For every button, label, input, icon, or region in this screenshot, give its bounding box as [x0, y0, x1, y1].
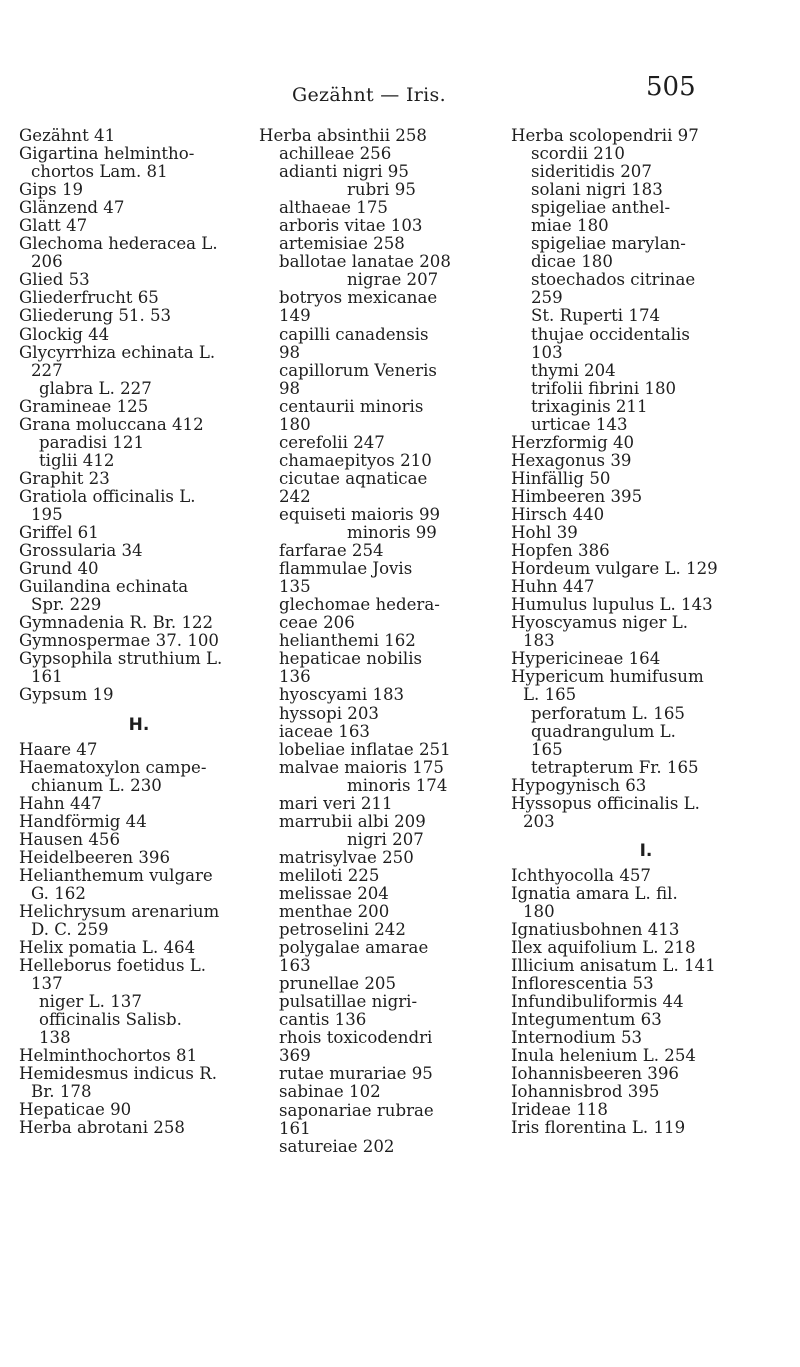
index-entry: arboris vitae 103: [279, 216, 423, 236]
index-entry: Guilandina echinata: [19, 577, 189, 597]
index-entry: Handförmig 44: [19, 811, 147, 831]
index-entry: 183: [523, 631, 555, 651]
index-entry: Hypericineae 164: [511, 649, 661, 669]
index-entry: Gramineae 125: [19, 396, 149, 416]
index-entry: solani nigri 183: [531, 180, 663, 200]
index-entry: Hordeum vulgare L. 129: [511, 559, 718, 579]
index-entry: hepaticae nobilis: [279, 649, 423, 669]
index-entry: Haematoxylon campe-: [19, 757, 207, 777]
index-entry: petroselini 242: [279, 920, 406, 940]
index-entry: Himbeeren 395: [511, 486, 643, 506]
index-entry: artemisiae 258: [279, 234, 405, 254]
index-entry: matrisylvae 250: [279, 847, 414, 867]
index-entry: Gliederung 51. 53: [19, 306, 172, 326]
index-entry: perforatum L. 165: [531, 703, 685, 723]
index-entry: Ichthyocolla 457: [511, 865, 651, 885]
index-entry: meliloti 225: [279, 865, 380, 885]
index-entry: chianum L. 230: [31, 775, 162, 795]
section-letter: H.: [128, 714, 150, 735]
index-entry: Inflorescentia 53: [511, 974, 654, 994]
index-entry: Glatt 47: [19, 216, 88, 236]
index-entry: 206: [31, 252, 63, 272]
index-entry: L. 165: [523, 685, 577, 705]
index-column-3: [511, 127, 781, 1138]
index-entry: 161: [279, 1118, 311, 1138]
index-entry: rubri 95: [347, 180, 416, 200]
index-entry: Hypogynisch 63: [511, 775, 647, 795]
index-entry: 103: [531, 342, 563, 362]
index-entry: spigeliae marylan-: [531, 234, 686, 254]
index-entry: adianti nigri 95: [279, 162, 409, 182]
index-entry: saponariae rubrae: [279, 1100, 434, 1120]
index-entry: centaurii minoris: [279, 396, 424, 416]
index-entry: niger L. 137: [39, 992, 142, 1012]
index-entry: 135: [279, 577, 311, 597]
index-entry: ceae 206: [279, 613, 355, 633]
index-entry: polygalae amarae: [279, 938, 429, 958]
index-entry: marrubii albi 209: [279, 811, 426, 831]
index-entry: minoris 99: [347, 523, 437, 543]
index-entry: Grossularia 34: [19, 541, 143, 561]
index-entry: Hopfen 386: [511, 541, 610, 561]
index-entry: Gips 19: [19, 180, 84, 200]
index-entry: Ilex aquifolium L. 218: [511, 938, 696, 958]
index-entry: 259: [531, 288, 563, 308]
index-entry: lobeliae inflatae 251: [279, 739, 451, 759]
index-entry: dicae 180: [531, 252, 613, 272]
index-entry: cicutae aqnaticae: [279, 468, 428, 488]
index-entry: Br. 178: [31, 1082, 92, 1102]
index-entry: malvae maioris 175: [279, 757, 444, 777]
index-entry: prunellae 205: [279, 974, 397, 994]
index-entry: Hirsch 440: [511, 504, 605, 524]
index-entry: rutae murariae 95: [279, 1064, 433, 1084]
index-entry: 98: [279, 342, 301, 362]
index-entry: Ignatia amara L. fil.: [511, 883, 678, 903]
index-entry: Graphit 23: [19, 468, 110, 488]
index-entry: Gratiola officinalis L.: [19, 486, 196, 506]
index-entry: Glockig 44: [19, 324, 110, 344]
index-entry: mari veri 211: [279, 793, 393, 813]
index-entry: Grund 40: [19, 559, 99, 579]
index-entry: 180: [523, 901, 555, 921]
index-entry: 242: [279, 486, 311, 506]
index-entry: capillorum Veneris: [279, 360, 437, 380]
index-entry: D. C. 259: [31, 919, 109, 939]
index-entry: Helianthemum vulgare: [19, 865, 213, 885]
index-column-1: [19, 127, 259, 1138]
index-entry: 161: [31, 667, 63, 687]
page-number: 505: [646, 72, 696, 102]
index-entry: cantis 136: [279, 1010, 367, 1030]
index-entry: 163: [279, 956, 311, 976]
index-entry: Gypsum 19: [19, 685, 114, 705]
index-entry: glabra L. 227: [39, 378, 152, 398]
index-entry: paradisi 121: [39, 432, 145, 452]
index-entry: sabinae 102: [279, 1082, 381, 1102]
index-entry: rhois toxicodendri: [279, 1028, 433, 1048]
index-entry: Iris florentina L. 119: [511, 1118, 686, 1138]
index-entry: Hyssopus officinalis L.: [511, 793, 700, 813]
index-entry: sideritidis 207: [531, 162, 652, 182]
index-entry: ballotae lanatae 208: [279, 252, 451, 272]
index-entry: Hemidesmus indicus R.: [19, 1064, 217, 1084]
index-entry: Herba abrotani 258: [19, 1118, 185, 1138]
index-entry: Glänzend 47: [19, 198, 125, 218]
index-entry: Ignatiusbohnen 413: [511, 919, 680, 939]
index-entry: Herzformig 40: [511, 432, 635, 452]
index-entry: 98: [279, 378, 301, 398]
index-entry: menthae 200: [279, 902, 390, 922]
index-entry: Internodium 53: [511, 1028, 643, 1048]
index-entry: Hohl 39: [511, 523, 578, 543]
index-entry: Helix pomatia L. 464: [19, 938, 196, 958]
index-entry: 165: [531, 739, 563, 759]
index-entry: Integumentum 63: [511, 1010, 662, 1030]
index-entry: 203: [523, 811, 555, 831]
index-entry: St. Ruperti 174: [531, 306, 661, 326]
index-entry: Huhn 447: [511, 577, 595, 597]
index-entry: althaeae 175: [279, 198, 388, 218]
index-entry: satureiae 202: [279, 1136, 395, 1156]
index-entry: Iohannisbeeren 396: [511, 1064, 679, 1084]
index-entry: Grana moluccana 412: [19, 414, 204, 434]
index-entry: spigeliae anthel-: [531, 198, 671, 218]
index-entry: Illicium anisatum L. 141: [511, 956, 716, 976]
index-entry: hyoscyami 183: [279, 685, 405, 705]
index-entry: nigrae 207: [347, 270, 439, 290]
index-entry: Infundibuliformis 44: [511, 992, 684, 1012]
index-entry: Iohannisbrod 395: [511, 1082, 660, 1102]
index-entry: melissae 204: [279, 883, 389, 903]
index-entry: Herba absinthii 258: [259, 126, 427, 145]
index-entry: Helminthochortos 81: [19, 1046, 198, 1066]
index-entry: Glechoma hederacea L.: [19, 234, 218, 254]
index-entry: helianthemi 162: [279, 631, 416, 651]
index-entry: quadrangulum L.: [531, 721, 676, 741]
index-entry: tiglii 412: [39, 450, 115, 470]
index-entry: Glied 53: [19, 270, 90, 290]
index-entry: iaceae 163: [279, 721, 370, 741]
index-entry: Hepaticae 90: [19, 1100, 132, 1120]
index-entry: cerefolii 247: [279, 432, 385, 452]
index-entry: Gliederfrucht 65: [19, 288, 159, 308]
index-entry: thymi 204: [531, 360, 616, 380]
page-header: [0, 70, 800, 110]
index-entry: Inula helenium L. 254: [511, 1046, 696, 1066]
index-entry: Heidelbeeren 396: [19, 847, 170, 867]
index-entry: Hexagonus 39: [511, 450, 632, 470]
index-entry: Gypsophila struthium L.: [19, 649, 223, 669]
index-entry: Gymnadenia R. Br. 122: [19, 613, 214, 633]
index-entry: Gigartina helmintho-: [19, 144, 195, 164]
index-entry: achilleae 256: [279, 144, 392, 164]
index-entry: thujae occidentalis: [531, 324, 690, 344]
index-entry: chamaepityos 210: [279, 450, 432, 470]
index-entry: nigri 207: [347, 829, 424, 849]
index-entry: flammulae Jovis: [279, 559, 413, 579]
index-entry: hyssopi 203: [279, 703, 379, 723]
index-entry: Glycyrrhiza echinata L.: [19, 342, 216, 362]
index-entry: G. 162: [31, 883, 86, 903]
index-entry: Humulus lupulus L. 143: [511, 595, 713, 615]
index-entry: Helichrysum arenarium: [19, 901, 220, 921]
index-entry: Hahn 447: [19, 793, 102, 813]
index-entry: trifolii fibrini 180: [531, 378, 677, 398]
index-entry: 369: [279, 1046, 311, 1066]
index-entry: capilli canadensis: [279, 324, 429, 344]
index-entry: stoechados citrinae: [531, 270, 696, 290]
index-entry: trixaginis 211: [531, 396, 648, 416]
index-entry: officinalis Salisb.: [39, 1010, 182, 1030]
index-entry: Griffel 61: [19, 523, 99, 543]
index-entry: Hyoscyamus niger L.: [511, 613, 689, 633]
running-title: Gezähnt — Iris.: [292, 84, 446, 106]
index-entry: scordii 210: [531, 144, 625, 164]
index-entry: Gezähnt 41: [19, 126, 116, 145]
index-entry: 227: [31, 360, 63, 380]
index-entry: equiseti maioris 99: [279, 504, 441, 524]
index-entry: 138: [39, 1028, 71, 1048]
index-entry: 149: [279, 306, 311, 326]
index-entry: Haare 47: [19, 739, 98, 759]
index-entry: Gymnospermae 37. 100: [19, 631, 219, 651]
index-entry: pulsatillae nigri-: [279, 992, 418, 1012]
index-entry: Spr. 229: [31, 595, 102, 615]
index-entry: 137: [31, 974, 63, 994]
index-entry: 136: [279, 667, 311, 687]
index-entry: glechomae hedera-: [279, 595, 440, 615]
index-entry: urticae 143: [531, 414, 628, 434]
index-entry: tetrapterum Fr. 165: [531, 757, 699, 777]
index-entry: Hinfällig 50: [511, 468, 611, 488]
index-entry: chortos Lam. 81: [31, 162, 168, 182]
index-entry: Helleborus foetidus L.: [19, 956, 207, 976]
index-column-2: [259, 127, 499, 1156]
index-entry: 195: [31, 504, 63, 524]
index-entry: Herba scolopendrii 97: [511, 126, 699, 145]
index-entry: miae 180: [531, 216, 609, 236]
index-entry: botryos mexicanae: [279, 288, 438, 308]
index-entry: minoris 174: [347, 775, 448, 795]
section-letter: I.: [639, 840, 653, 861]
index-entry: 180: [279, 414, 311, 434]
index-entry: farfarae 254: [279, 541, 384, 561]
index-entry: Hypericum humifusum: [511, 667, 704, 687]
index-entry: Irideae 118: [511, 1100, 608, 1120]
index-entry: Hausen 456: [19, 829, 121, 849]
